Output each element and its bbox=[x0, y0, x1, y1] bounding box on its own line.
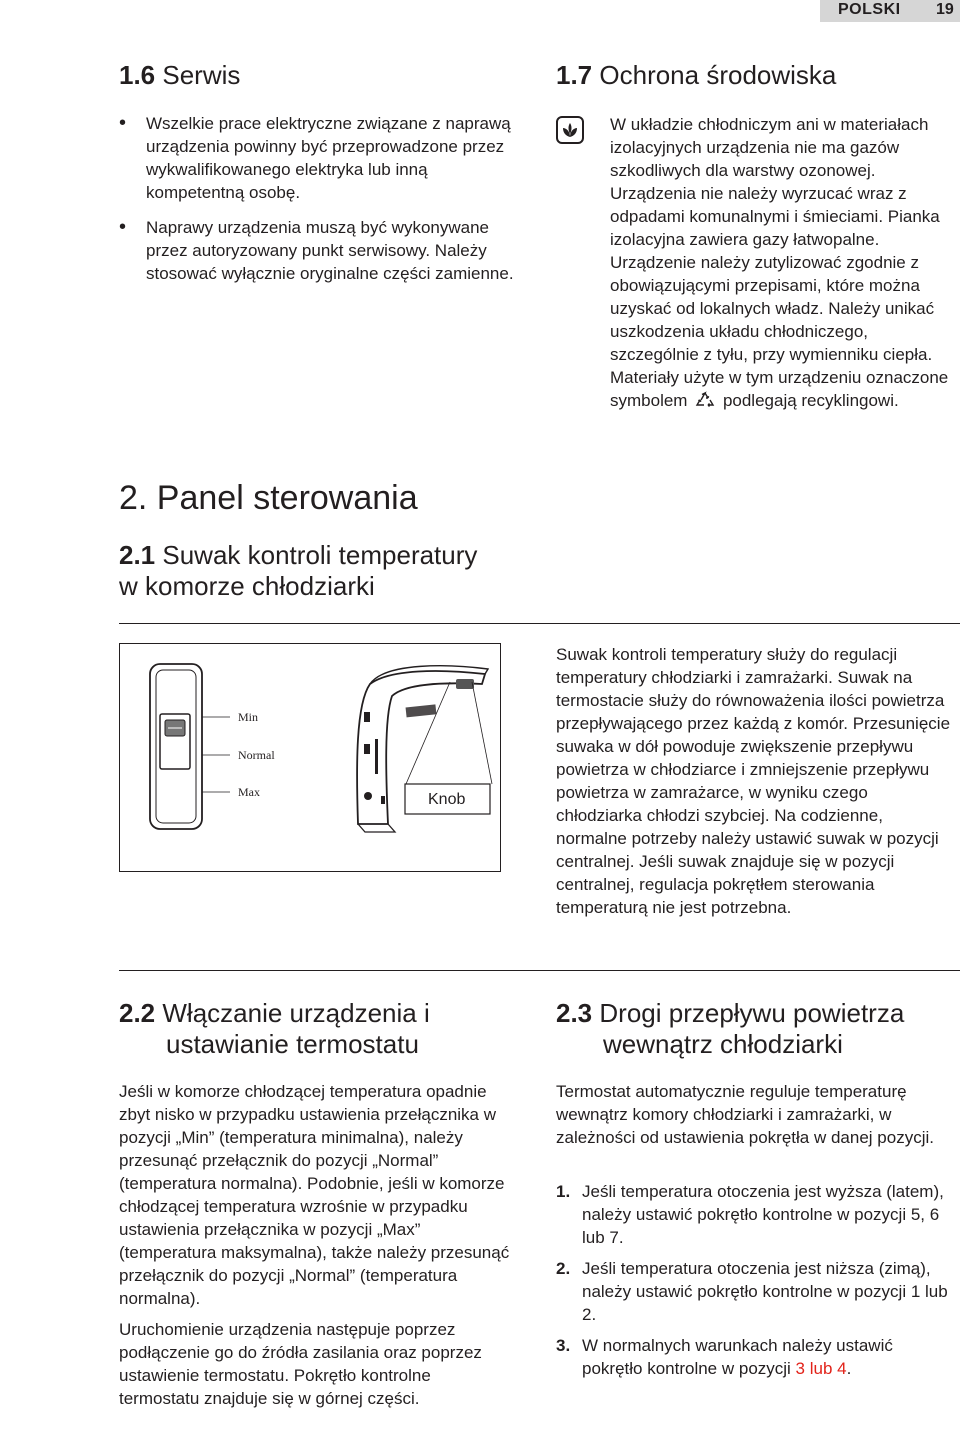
environment-text: W układzie chłodniczym ani w materiałach izolacyjnych urządzenia nie ma gazów szkodliwych dla warstwy ozonowej. Urządzenia nie należy wyrzucać wraz z odpadami komunalnymi i śmieciami. Pianka izolacyjna zawiera gazy łatwopalne. Urządzenie należy zutylizować zgodnie z obowiązującymi przepisami, które można uzyskać od lokalnych władz. Należy unikać uszkodzenia układu chłodniczego, szczególnie z tyłu, przy wymienniku ciepła. Materiały użyte w tym urządzeniu oznaczone symbolem bbox=[610, 115, 949, 410]
slider-label-min: Min bbox=[238, 710, 259, 724]
step-text-end: . bbox=[846, 1359, 852, 1378]
list-item bbox=[556, 1257, 956, 1326]
heading-ochrona-srodowiska bbox=[556, 60, 836, 91]
switching-on-text bbox=[119, 1080, 514, 1418]
heading-number: 1.6 bbox=[119, 60, 156, 90]
paragraph: Uruchomienie urządzenia następuje poprzez podłączenie go do źródła zasilania oraz poprzez ustawienie termostatu. Pokrętło kontrolne termostatu znajduje się w górnej części. bbox=[119, 1320, 482, 1408]
divider bbox=[119, 970, 960, 971]
serwis-bullet-list bbox=[119, 112, 519, 297]
list-item bbox=[556, 1334, 956, 1380]
section-heading-panel-sterowania bbox=[119, 478, 418, 518]
step-highlight: 3 lub 4 bbox=[795, 1359, 847, 1378]
heading-text: Drogi przepływu powietrza bbox=[592, 998, 905, 1028]
heading-number: 2.2 bbox=[119, 998, 156, 1028]
control-panel-diagram bbox=[119, 643, 501, 872]
list-item: • Wszelkie prace elektryczne związane z naprawą urządzenia powinny być przeprowadzone przez wykwalifikowanego elektryka lub inną kompetentną osobę. bbox=[119, 112, 519, 204]
step-number: 1. bbox=[556, 1182, 571, 1201]
heading-number: 2.1 bbox=[119, 540, 156, 570]
heading-text-line2: wewnątrz chłodziarki bbox=[603, 1029, 843, 1059]
heading-wlaczanie-urzadzenia bbox=[119, 998, 539, 1060]
heading-text-line2: w komorze chłodziarki bbox=[119, 571, 375, 601]
slider-label-normal: Normal bbox=[238, 748, 275, 762]
divider bbox=[119, 623, 960, 624]
environment-leaf-icon bbox=[556, 116, 584, 144]
list-item bbox=[556, 1180, 956, 1249]
heading-suwak-kontroli bbox=[119, 540, 539, 602]
list-item: • Naprawy urządzenia muszą być wykonywane przez autoryzowany punkt serwisowy. Należy stosować wyłącznie oryginalne części zamienne. bbox=[119, 216, 519, 285]
step-number: 3. bbox=[556, 1336, 571, 1355]
slider-description: Suwak kontroli temperatury służy do regulacji temperatury chłodziarki i zamrażarki. Suwak na termostacie służy do równoważenia ilości powietrza przepływającego przez każdą z komór. Przesunięcie suwaka w dół powoduje zwiększenie przepływu powietrza w chłodziarce i zmniejszenie przepływu powietrza w zamrażarce, w wyniku czego chłodziarka chłodzi szybciej. Na codzienne, normalne potrzeby należy ustawić suwak w pozycji centralnej. Jeśli suwak znajduje się w pozycji centralnej, regulacja pokrętłem sterowania temperaturą nie jest potrzebna. bbox=[556, 645, 951, 917]
heading-text: Serwis bbox=[155, 60, 241, 90]
heading-text: Suwak kontroli temperatury bbox=[155, 540, 478, 570]
diagram-drawing bbox=[120, 644, 500, 871]
knob-label: Knob bbox=[428, 791, 466, 808]
heading-text: Ochrona środowiska bbox=[592, 60, 837, 90]
heading-text: Włączanie urządzenia i bbox=[155, 998, 430, 1028]
heading-number: 1.7 bbox=[556, 60, 593, 90]
page-number: 19 bbox=[936, 1, 954, 18]
heading-text: Panel sterowania bbox=[147, 479, 418, 517]
paragraph: Jeśli w komorze chłodzącej temperatura opadnie zbyt nisko w przypadku ustawienia przełącznika w pozycji „Min” (temperatura minimalna), należy przesunąć przełącznik do pozycji „Normal” (temperatura normalna). Podobnie, jeśli w komorze chłodzącej temperatura wzrośnie w przypadku ustawienia przełącznika w pozycji „Max” (temperatura maksymalna), także należy przesunąć przełącznik do pozycji „Normal” (temperatura normalna). bbox=[119, 1082, 510, 1308]
environment-paragraph bbox=[610, 113, 960, 415]
step-text: Jeśli temperatura otoczenia jest niższa (zimą), należy ustawić pokrętło kontrolne w pozycji 1 lub 2. bbox=[582, 1259, 948, 1324]
step-text: Jeśli temperatura otoczenia jest wyższa (latem), należy ustawić pokrętło kontrolne w pozycji 5, 6 lub 7. bbox=[582, 1182, 944, 1247]
step-text: W normalnych warunkach należy ustawić pokrętło kontrolne w pozycji bbox=[582, 1336, 893, 1378]
environment-text-end: podlegają recyklingowi. bbox=[722, 391, 899, 410]
recycling-icon bbox=[695, 391, 715, 415]
header-language: POLSKI bbox=[838, 1, 901, 18]
step-number: 2. bbox=[556, 1259, 571, 1278]
slider-label-max: Max bbox=[238, 785, 260, 799]
heading-drogi-przeplywu bbox=[556, 998, 960, 1060]
airflow-steps bbox=[556, 1180, 956, 1388]
heading-text-line2: ustawianie termostatu bbox=[166, 1029, 419, 1059]
airflow-intro: Termostat automatycznie reguluje temperaturę wewnątrz komory chłodziarki i zamrażarki, w zależności od ustawienia pokrętła w danej pozycji. bbox=[556, 1082, 934, 1147]
heading-number: 2.3 bbox=[556, 998, 593, 1028]
heading-serwis bbox=[119, 60, 240, 91]
heading-number: 2. bbox=[119, 479, 148, 517]
